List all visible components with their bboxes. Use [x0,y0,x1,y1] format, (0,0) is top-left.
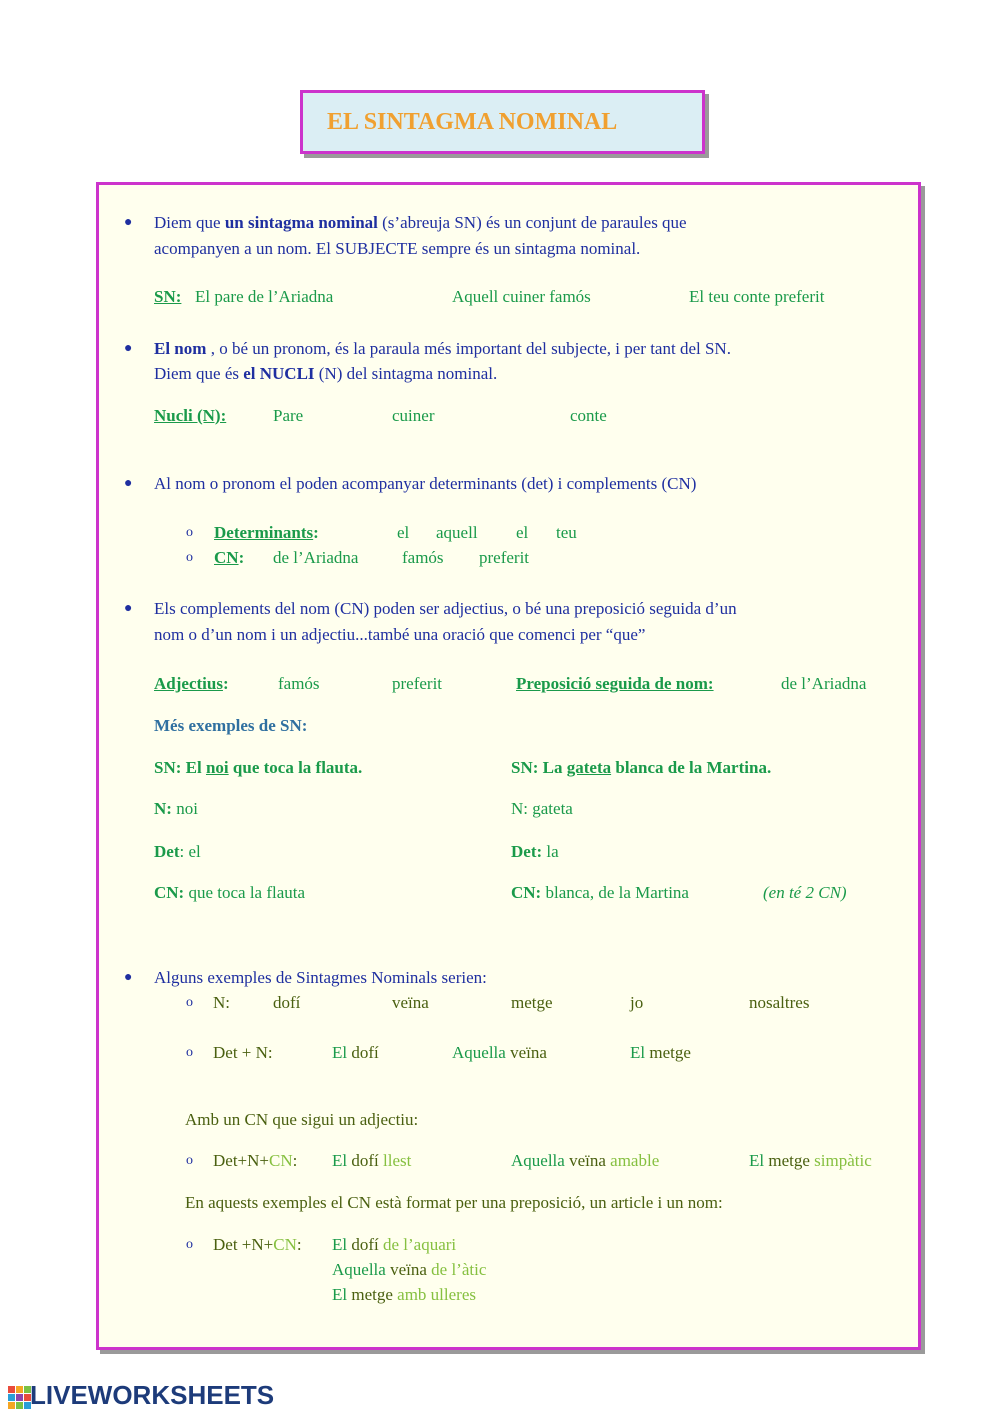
b5-dn-label: Det + N: [213,1043,273,1062]
bullet-icon: ● [124,476,133,491]
b2-example-3: conte [570,406,607,425]
right-det-label: Det: [511,842,543,861]
b3-det-label-text: Determinants [214,523,314,542]
b1-example-2: Aquell cuiner famós [452,287,591,306]
b5-n-value: dofí [273,993,301,1012]
circle-bullet-icon: o [186,525,193,540]
b5-n-value: metge [511,993,553,1012]
circle-bullet-icon: o [186,995,193,1010]
b2-text: , o bé un pronom, és la paraula més important del subjecte, i per tant del SN. [206,339,731,358]
b4-adj-value: preferit [392,674,443,693]
left-sn-c: que toca la flauta. [228,758,363,777]
b3-det-label [214,522,319,544]
b3-det-value: teu [556,523,577,542]
title-box [300,90,705,154]
b1-term: un sintagma nominal [224,213,378,232]
b5-n-value: nosaltres [749,993,810,1012]
b3-det-colon: : [313,523,319,542]
p3-noun: metge [347,1285,398,1304]
dn1-noun: dofí [347,1043,379,1062]
e3-cn: simpàtic [814,1151,872,1170]
dn2-det: Aquella [452,1043,506,1062]
b2-example-2: cuiner [392,406,435,425]
b5-n-label: N: [213,993,230,1012]
dn3-det: El [630,1043,646,1062]
dnc-b: CN [269,1151,293,1170]
b5-n-value: jo [630,993,644,1012]
p2-det: Aquella [332,1260,386,1279]
b5-adj-example [511,1150,659,1172]
b4-right-cn [511,882,689,904]
left-n-label: N: [154,799,172,818]
liveworksheets-logo-text: LIVEWORKSHEETS [30,1380,275,1410]
right-det-value: la [542,842,559,861]
b4-right-note: (en té 2 CN) [763,883,847,902]
e1-cn: llest [383,1151,412,1170]
b3-cn-label-text: CN [214,548,239,567]
e2-noun: veïna [564,1151,611,1170]
b3-det-value: aquell [436,523,478,542]
b2-term-nucli: el NUCLI [243,364,315,383]
b3-text: Al nom o pronom el poden acompanyar determinants (det) i complements (CN) [154,474,697,493]
b5-n-value: veïna [392,993,429,1012]
b4-adj-label [154,673,229,695]
b4-prep-label: Preposició seguida de nom: [516,674,714,693]
e3-det: El [749,1151,765,1170]
dnc2-a: Det +N+ [213,1235,274,1254]
bullet-icon: ● [124,341,133,356]
b1-text-a: Diem que [154,213,225,232]
bullet-icon: ● [124,601,133,616]
b4-left-cn [154,882,305,904]
p1-cn: de l’aquari [383,1235,457,1254]
b4-more-heading: Més exemples de SN: [154,716,308,735]
b2-example-label: Nucli (N): [154,406,227,425]
b4-line2: nom o d’un nom i un adjectiu...també una oració que comenci per “que” [154,625,646,644]
b2-example-1: Pare [273,406,304,425]
b1-example-label: SN: [154,287,182,306]
b1-line2: acompanyen a un nom. El SUBJECTE sempre és un sintagma nominal. [154,239,641,258]
b5-adj-intro: Amb un CN que sigui un adjectiu: [185,1110,419,1129]
liveworksheets-logo-icon [8,1386,30,1408]
left-cn-label: CN: [154,883,185,902]
b5-adj-example [749,1150,872,1172]
b4-left-sn [154,757,362,779]
b1-text-b: (s’abreuja SN) és un conjunt de paraules que [377,213,687,232]
b5-adj-example [332,1150,411,1172]
left-sn-noun: noi [205,758,229,777]
dn2-noun: veïna [505,1043,547,1062]
b5-dnc-label [213,1150,297,1172]
b2-term: El nom [154,339,207,358]
p2-cn: de l’àtic [431,1260,487,1279]
dn3-noun: metge [645,1043,691,1062]
left-det-label: Det [154,842,180,861]
b5-dn-example [452,1042,547,1064]
p3-det: El [332,1285,348,1304]
circle-bullet-icon: o [186,550,193,565]
b4-line1: Els complements del nom (CN) poden ser adjectius, o bé una preposició seguida d’un [154,599,737,618]
dnc-a: Det+N+ [213,1151,269,1170]
b5-prep-example [332,1234,456,1256]
b4-adj-label-text: Adjectius [154,674,223,693]
p2-noun: veïna [385,1260,432,1279]
bullet-icon: ● [124,215,133,230]
b2-line2 [154,363,497,385]
e1-noun: dofí [347,1151,383,1170]
b3-cn-colon: : [238,548,245,567]
b4-left-det [154,841,201,863]
left-sn-a: SN: El [154,758,206,777]
b5-prep-example [332,1284,476,1306]
p3-cn: amb ulleres [397,1285,476,1304]
b4-adj-colon: : [222,674,229,693]
right-sn-a: SN: La [511,758,567,777]
b2-text-a: Diem que és [154,364,244,383]
right-sn-c: blanca de la Martina. [611,758,772,777]
b5-dnc2-label [213,1234,302,1256]
b4-right-n: N: gateta [511,799,573,818]
b3-cn-value: preferit [479,548,530,567]
left-n-value: noi [171,799,198,818]
dn1-det: El [332,1043,348,1062]
b4-adj-value: famós [278,674,320,693]
b3-det-value: el [516,523,529,542]
right-cn-label: CN: [511,883,542,902]
b1-example-3: El teu conte preferit [689,287,825,306]
right-cn-value: blanca, de la Martina [541,883,689,902]
b5-dn-example [630,1042,691,1064]
b2-text-c: (N) del sintagma nominal. [314,364,498,383]
b4-left-n [154,798,198,820]
b3-cn-value: de l’Ariadna [273,548,359,567]
e3-noun: metge [764,1151,815,1170]
dnc-c: : [292,1151,298,1170]
circle-bullet-icon: o [186,1045,193,1060]
b4-prep-value: de l’Ariadna [781,674,867,693]
b5-prep-example [332,1259,486,1281]
page-title: EL SINTAGMA NOMINAL [327,109,618,135]
circle-bullet-icon: o [186,1153,193,1168]
dnc2-b: CN [273,1235,297,1254]
b3-cn-value: famós [402,548,444,567]
b4-right-sn [511,757,771,779]
b3-det-value: el [397,523,410,542]
b1-line1 [154,212,687,234]
b5-prep-intro: En aquests exemples el CN està format per una preposició, un article i un nom: [185,1193,723,1212]
p1-det: El [332,1235,348,1254]
b3-cn-label [214,547,244,569]
e1-det: El [332,1151,348,1170]
dnc2-c: : [296,1235,302,1254]
left-det-value: : el [179,842,201,861]
left-cn-value: que toca la flauta [184,883,306,902]
b5-dn-example [332,1042,379,1064]
b1-example-1: El pare de l’Ariadna [195,287,334,306]
bullet-icon: ● [124,970,133,985]
b4-right-det [511,841,559,863]
e2-det: Aquella [511,1151,565,1170]
b5-intro: Alguns exemples de Sintagmes Nominals serien: [154,968,487,987]
circle-bullet-icon: o [186,1237,193,1252]
p1-noun: dofí [347,1235,383,1254]
b2-line1 [154,338,731,360]
right-sn-noun: gateta [566,758,612,777]
e2-cn: amable [610,1151,660,1170]
